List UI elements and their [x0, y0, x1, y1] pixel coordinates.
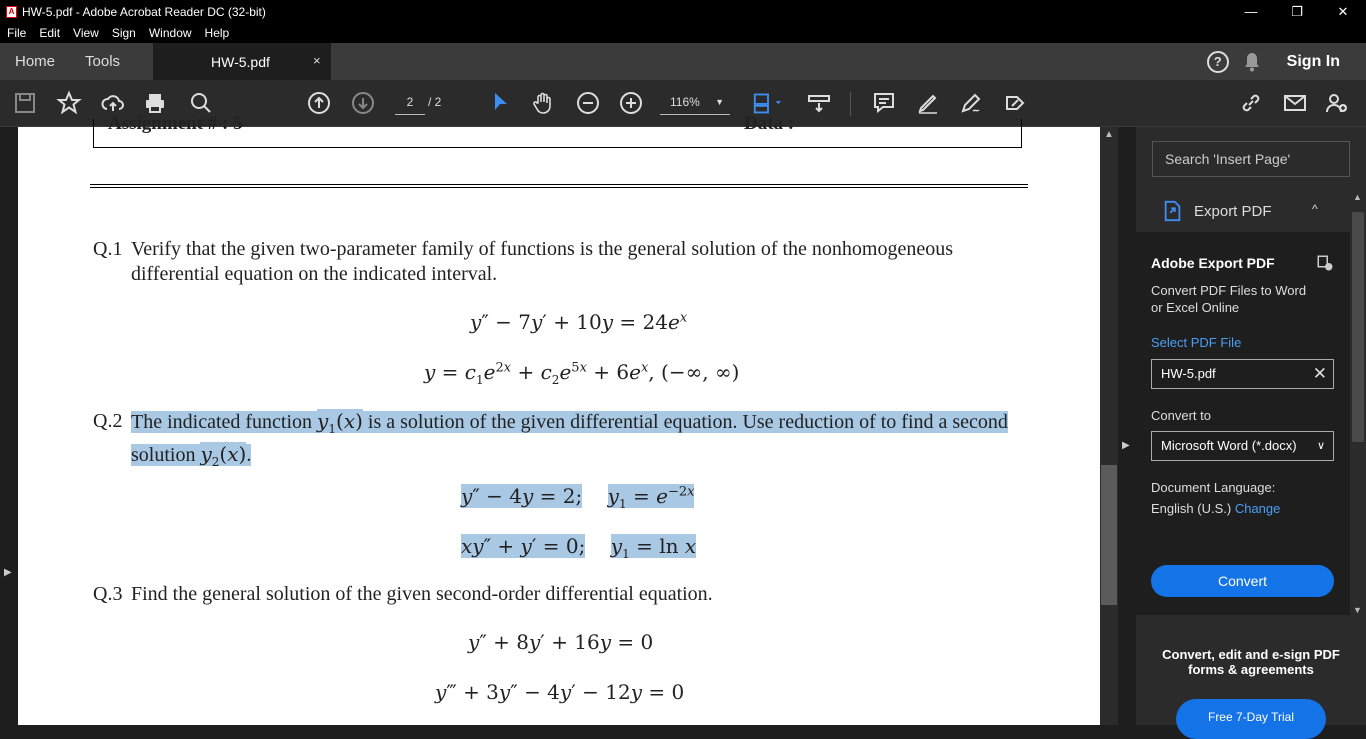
right-panel-toggle-strip [1118, 127, 1136, 725]
select-pdf-file-link[interactable]: Select PDF File [1151, 335, 1242, 350]
tab-document[interactable] [153, 43, 331, 80]
question-2 [93, 409, 1033, 469]
tab-tools[interactable]: Tools [85, 53, 121, 70]
zoom-in-icon[interactable] [618, 90, 644, 116]
tab-bar [0, 43, 1366, 80]
menu-help[interactable]: Help [204, 26, 230, 40]
export-title: Adobe Export PDF [1151, 255, 1275, 271]
document-scrollbar[interactable] [1100, 127, 1118, 725]
format-select[interactable] [1151, 431, 1334, 461]
menu-window[interactable]: Window [148, 26, 192, 40]
divider-line [90, 184, 1028, 185]
convert-to-label: Convert to [1151, 408, 1211, 423]
scroll-down-icon[interactable]: ▼ [1353, 605, 1362, 615]
chevron-down-icon: ▼ [715, 97, 724, 107]
equation-1a: $y'' - 7y' + 10y = 24e^x$ [470, 310, 688, 334]
question-3 [93, 582, 1033, 609]
selected-file-field[interactable] [1151, 359, 1334, 389]
change-language-link[interactable]: Change [1234, 501, 1281, 516]
zoom-select[interactable] [660, 91, 730, 115]
share-link-icon[interactable] [1238, 90, 1264, 116]
language-label: Document Language: [1151, 480, 1276, 495]
highlighted-text: . [246, 444, 252, 466]
clear-file-icon[interactable]: ✕ [1312, 364, 1327, 383]
select-cursor-icon[interactable] [488, 90, 514, 116]
question-number: Q.2 [93, 410, 123, 432]
comment-icon[interactable] [871, 90, 897, 116]
export-pdf-icon [1162, 200, 1184, 222]
menu-file[interactable]: File [7, 26, 27, 40]
scroll-up-icon[interactable]: ▲ [1353, 192, 1362, 202]
page-total: / 2 [428, 95, 442, 109]
free-trial-button[interactable]: Free 7-Day Trial [1176, 699, 1326, 739]
date-label: Data : [744, 113, 795, 134]
fill-sign-icon[interactable] [1002, 90, 1028, 116]
export-pdf-title: Export PDF [1194, 202, 1272, 220]
left-panel-toggle-icon[interactable]: ▶ [4, 567, 12, 578]
question-1 [93, 237, 1033, 289]
minimize-button[interactable]: — [1244, 4, 1258, 19]
question-number: Q.1 [93, 238, 123, 260]
language-value: English (U.S.) [1151, 501, 1232, 516]
scrollbar-thumb[interactable] [1101, 465, 1117, 605]
promo-text: Convert, edit and e-sign PDF forms & agreements [1162, 647, 1340, 677]
math-y2x: $y_2(x)$ [200, 442, 247, 469]
export-settings-icon[interactable] [1316, 254, 1334, 272]
highlight-pen-icon[interactable] [915, 90, 941, 116]
chevron-up-icon[interactable]: ^ [1312, 202, 1318, 216]
convert-button[interactable]: Convert [1151, 565, 1334, 597]
question-text: Verify that the given two-parameter family of functions is the general solution of the nonhomogeneous differential equation on the indicated interval. [131, 238, 954, 285]
highlighted-text: The indicated function [131, 411, 318, 433]
previous-page-icon[interactable] [306, 90, 332, 116]
menu-sign[interactable]: Sign [111, 26, 136, 40]
page-number-input[interactable]: 2 [395, 91, 425, 115]
save-icon[interactable] [12, 90, 38, 116]
star-icon[interactable] [56, 90, 82, 116]
question-text: Find the general solution of the given second-order differential equation. [131, 583, 713, 605]
right-tools-panel [1136, 127, 1366, 725]
document-area [0, 113, 1100, 725]
format-value: Microsoft Word (*.docx) [1161, 438, 1297, 453]
collapse-panel-icon[interactable]: ▶ [1122, 440, 1130, 451]
zoom-value: 116% [670, 95, 700, 109]
zoom-out-icon[interactable] [575, 90, 601, 116]
document-language [1151, 477, 1280, 519]
search-tools-input[interactable]: Search 'Insert Page' [1152, 141, 1350, 177]
title-bar [0, 0, 1366, 23]
close-window-button[interactable]: ✕ [1337, 3, 1349, 19]
highlighted-text: is a solution of the given differential equation. Use reduction of to find a second solution [131, 411, 1008, 466]
tab-home[interactable]: Home [15, 53, 56, 70]
question-text [131, 409, 1011, 475]
window-title: HW-5.pdf - Adobe Acrobat Reader DC (32-bit) [22, 4, 266, 19]
pdf-page [18, 113, 1100, 725]
equation-1b: $y = c_1e^{2x} + c_2e^{5x} + 6e^x$, (−∞, ∞) [424, 360, 740, 387]
export-pdf-body [1136, 232, 1350, 615]
header-box [93, 113, 1022, 148]
chevron-down-icon: ∨ [1316, 440, 1325, 452]
menu-edit[interactable]: Edit [39, 26, 61, 40]
toolbar-divider [850, 92, 851, 116]
assignment-label: Assignment # : 5 [108, 113, 243, 134]
question-number: Q.3 [93, 583, 123, 605]
panel-scrollbar[interactable] [1350, 192, 1366, 615]
divider-line [90, 187, 1028, 188]
export-pdf-header[interactable] [1162, 200, 1318, 222]
mail-icon[interactable] [1282, 90, 1308, 116]
read-mode-icon[interactable] [806, 90, 832, 116]
sign-pen-icon[interactable] [958, 90, 984, 116]
equation-2b: xy″ + y′ = 0; $y_1 = \ln x$ [461, 534, 697, 561]
panel-scrollbar-thumb[interactable] [1352, 212, 1364, 442]
math-y1x: $y_1(x)$ [317, 409, 363, 436]
acrobat-icon: A [6, 6, 17, 18]
restore-button[interactable]: ❐ [1291, 3, 1303, 19]
menu-view[interactable]: View [73, 26, 99, 40]
equation-3b: y‴ + 3y″ − 4y′ − 12y = 0 [435, 680, 685, 704]
selected-file-name: HW-5.pdf [1161, 366, 1216, 381]
export-description: Convert PDF Files to Word or Excel Online [1151, 283, 1307, 315]
equation-2a: y″ − 4y = 2; $y_1 = e^{-2x}$ [461, 484, 695, 511]
help-icon[interactable]: ? [1207, 51, 1229, 73]
hand-tool-icon[interactable] [530, 90, 556, 116]
sign-in-button[interactable]: Sign In [1286, 52, 1340, 70]
add-user-icon[interactable] [1324, 90, 1350, 116]
next-page-icon[interactable] [350, 90, 376, 116]
menu-bar [0, 23, 1366, 43]
scroll-up-icon[interactable]: ▲ [1104, 129, 1114, 140]
bell-icon[interactable] [1243, 52, 1261, 72]
tab-document-label: HW-5.pdf [211, 53, 270, 70]
equation-3a: y″ + 8y′ + 16y = 0 [468, 630, 654, 654]
tab-close-icon[interactable]: × [313, 53, 321, 68]
